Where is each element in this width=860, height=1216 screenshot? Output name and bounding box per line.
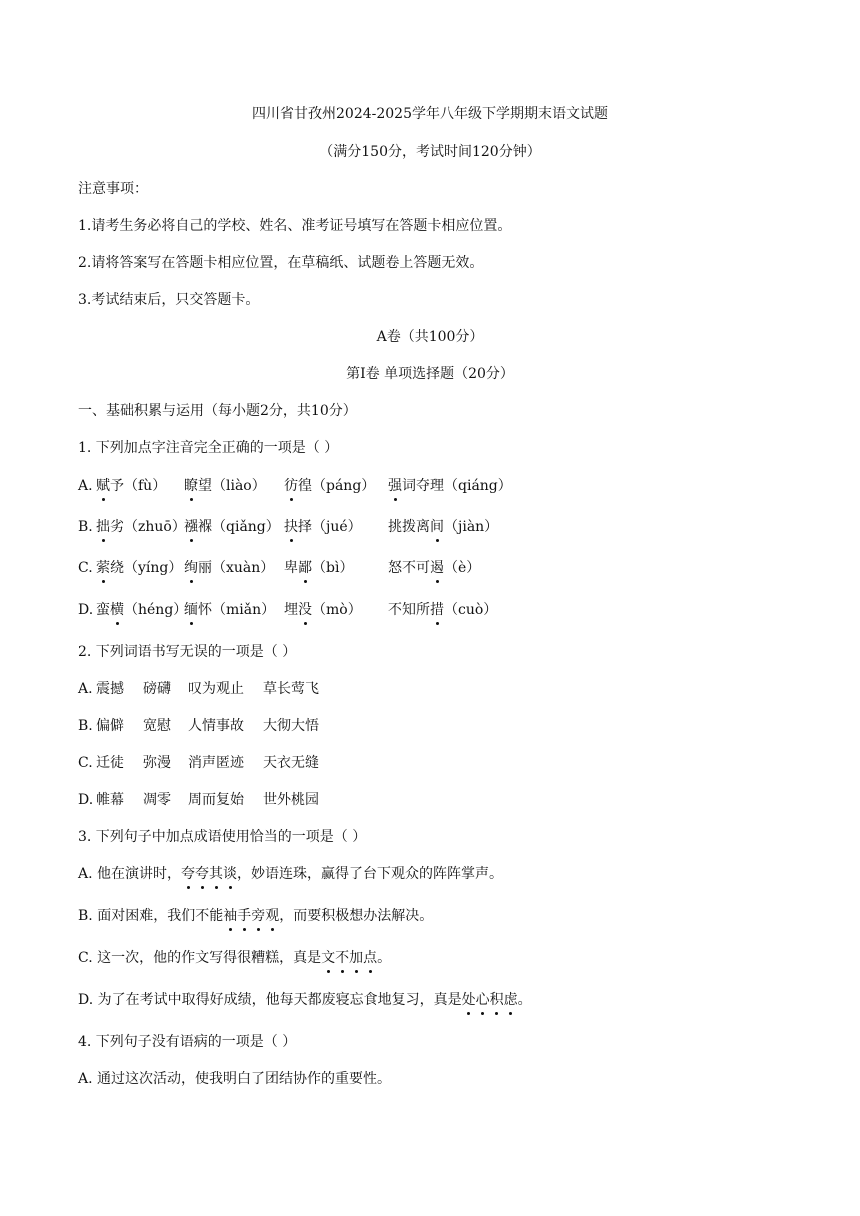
emphasized-char: 强 [388,478,402,494]
emphasized-char: 观 [265,908,280,924]
notice-item: 3.考试结束后，只交答题卡。 [78,292,260,308]
sentence-text: 这一次，他的作文写得很糟糕，真是 [97,950,322,966]
volume-heading: A卷（共100分） [376,329,484,345]
option-item [284,600,362,620]
option-label: C. [78,560,93,576]
option-label: D. [78,602,94,618]
item-text: （mò） [312,602,362,618]
sentence-text: ，妙语连珠，赢得了台下观众的阵阵掌声。 [237,866,504,882]
option-item [184,600,275,620]
emphasized-char: 拙 [96,519,110,535]
option-word: 人情事故 [188,718,244,734]
option-label: B. [78,519,93,535]
notice-item: 2.请将答案写在答题卡相应位置，在草稿纸、试题卷上答题无效。 [78,255,484,271]
option-label: D. [78,792,94,808]
part-heading: 第Ⅰ卷 单项选择题（20分） [346,366,514,382]
emphasized-char: 间 [430,519,444,535]
item-text: 望（liào） [198,478,266,494]
notice-item: 1.请考生务必将自己的学校、姓名、准考证号填写在答题卡相应位置。 [78,218,512,234]
item-text: （jiàn） [444,519,499,535]
sentence-text: 他在演讲时， [97,866,182,882]
option-item [388,476,512,496]
notice-heading: 注意事项： [78,181,148,197]
sentence-text: 。 [377,950,392,966]
option-label: A. [78,1071,98,1087]
option-item [388,517,498,537]
option-word: 迁徒 [96,755,124,771]
option-label: A. [78,478,93,494]
option-item [184,558,274,578]
option-item [284,558,353,578]
option-word: 消声匿迹 [188,755,244,771]
emphasized-char: 襁 [184,519,198,535]
option-sentence [78,990,532,1010]
item-text: （cuò） [444,602,498,618]
option-sentence [78,948,391,968]
emphasized-char: 瞭 [184,478,198,494]
emphasized-char: 心 [475,992,490,1008]
item-text: 怒不可 [388,560,430,576]
emphasized-char: 加 [349,950,364,966]
emphasized-char: 文 [321,950,336,966]
option-word: 叹为观止 [188,681,244,697]
item-text: 埋 [284,602,298,618]
option-label: A. [78,681,93,697]
option-word: 偏僻 [96,718,124,734]
emphasized-char: 绚 [184,560,198,576]
option-word: 大彻大悟 [263,718,319,734]
item-text: 蛮 [96,602,110,618]
item-text: （bì） [312,560,354,576]
emphasized-char: 抉 [284,519,298,535]
sentence-text: ，而要积极想办法解决。 [279,908,434,924]
option-item [96,558,182,578]
item-text: （héng） [124,602,188,618]
option-item [284,476,375,496]
emphasized-char: 夸 [181,866,196,882]
option-item [96,476,166,496]
section-heading: 一、基础积累与运用（每小题2分，共10分） [78,403,357,419]
page-subtitle: （满分150分，考试时间120分钟） [319,144,541,160]
item-text: 词夺理（qiáng） [402,478,512,494]
emphasized-char: 鄙 [298,560,312,576]
emphasized-char: 其 [209,866,224,882]
item-text: 徨（páng） [298,478,376,494]
emphasized-char: 萦 [96,560,110,576]
item-text: 绕（yíng） [110,560,183,576]
option-word: 草长莺飞 [263,681,319,697]
emphasized-char: 夸 [195,866,210,882]
item-text: （è） [444,560,481,576]
emphasized-char: 虑 [503,992,518,1008]
emphasized-char: 处 [461,992,476,1008]
option-word: 世外桃园 [263,792,319,808]
option-item [96,600,187,620]
emphasized-char: 没 [298,602,312,618]
option-item [184,476,266,496]
emphasized-char: 措 [430,602,444,618]
option-word: 宽慰 [143,718,171,734]
item-text: 丽（xuàn） [198,560,275,576]
item-text: 褓（qiǎng） [198,519,280,535]
option-label: C. [78,950,98,966]
item-text: 挑拨离 [388,519,430,535]
sentence-text: 为了在考试中取得好成绩，他每天都废寝忘食地复习，真是 [97,992,462,1008]
emphasized-char: 手 [237,908,252,924]
sentence-text: 。 [517,992,532,1008]
emphasized-char: 袖 [223,908,238,924]
question-stem: 4. 下列句子没有语病的一项是（ ） [78,1034,297,1050]
item-text: 予（fù） [110,478,167,494]
sentence-text: 面对困难，我们不能 [97,908,224,924]
option-word: 天衣无缝 [263,755,319,771]
option-label: B. [78,908,98,924]
item-text: 不知所 [388,602,430,618]
option-item [388,558,480,578]
emphasized-char: 横 [110,602,124,618]
emphasized-char: 谈 [223,866,238,882]
option-label: D. [78,992,98,1008]
question-stem: 3. 下列句子中加点成语使用恰当的一项是（ ） [78,829,367,845]
option-word: 凋零 [143,792,171,808]
option-item [184,517,280,537]
option-word: 磅礴 [143,681,171,697]
option-sentence [78,864,503,884]
sentence-text: 通过这次活动，使我明白了团结协作的重要性。 [97,1071,392,1087]
emphasized-char: 彷 [284,478,298,494]
item-text: 择（jué） [298,519,362,535]
option-sentence [78,906,433,926]
emphasized-char: 旁 [251,908,266,924]
option-word: 弥漫 [143,755,171,771]
emphasized-char: 积 [489,992,504,1008]
option-item [96,517,186,537]
emphasized-char: 遏 [430,560,444,576]
option-label: A. [78,866,98,882]
emphasized-char: 不 [335,950,350,966]
option-label: B. [78,718,93,734]
emphasized-char: 点 [363,950,378,966]
item-text: 怀（miǎn） [198,602,276,618]
emphasized-char: 缅 [184,602,198,618]
option-item [388,600,497,620]
option-sentence [78,1069,391,1089]
page-title: 四川省甘孜州2024-2025学年八年级下学期期末语文试题 [252,106,608,122]
option-label: C. [78,755,93,771]
item-text: 劣（zhuō） [110,519,186,535]
question-stem: 2. 下列词语书写无误的一项是（ ） [78,644,297,660]
question-stem: 1. 下列加点字注音完全正确的一项是（ ） [78,440,339,456]
option-item [284,517,362,537]
option-word: 周而复始 [188,792,244,808]
option-word: 帷幕 [96,792,124,808]
option-word: 震撼 [96,681,124,697]
item-text: 卑 [284,560,298,576]
emphasized-char: 赋 [96,478,110,494]
